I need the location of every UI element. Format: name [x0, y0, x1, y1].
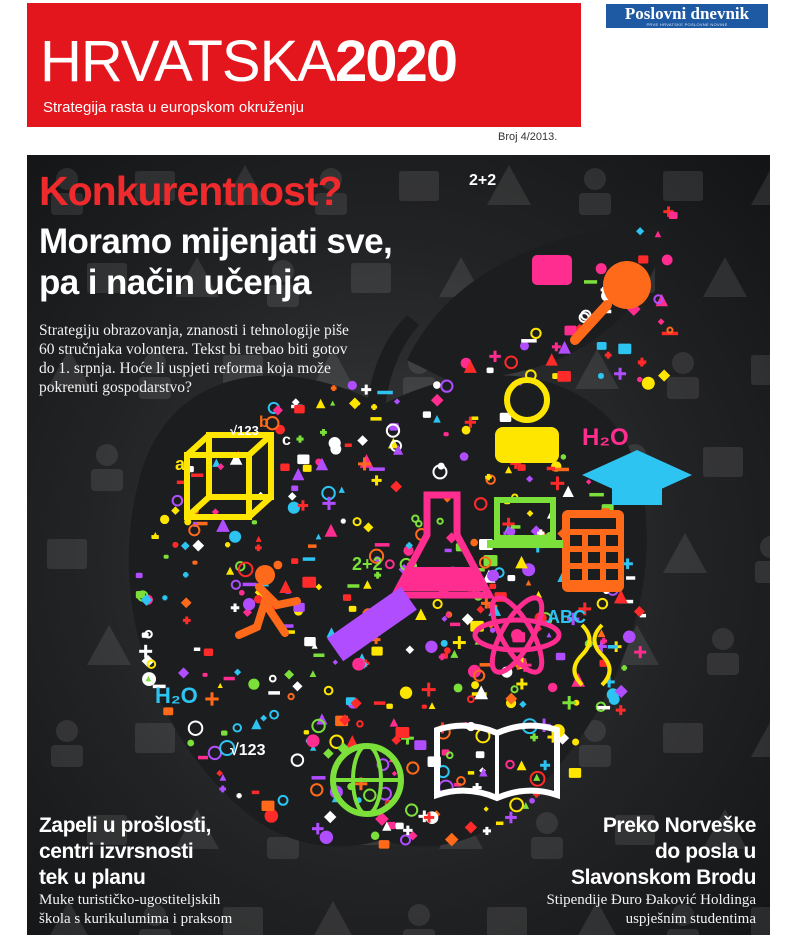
small-school-icon — [370, 417, 381, 421]
small-school-icon — [280, 464, 289, 472]
small-school-icon — [371, 647, 382, 656]
small-school-icon — [273, 561, 282, 570]
small-school-icon — [517, 464, 525, 471]
small-school-icon — [584, 280, 597, 284]
small-school-icon — [596, 263, 607, 274]
root-label: √123 — [230, 742, 266, 759]
letter-label: c — [282, 432, 291, 449]
background-icon — [87, 625, 131, 665]
small-school-icon — [306, 734, 319, 747]
small-school-icon — [191, 473, 203, 477]
small-school-icon — [187, 740, 194, 747]
small-school-icon — [623, 630, 636, 643]
calculator-icon — [562, 510, 624, 592]
small-school-icon — [529, 798, 535, 804]
small-school-icon — [642, 377, 655, 390]
school-bus-icon — [532, 255, 572, 285]
small-school-icon — [441, 640, 448, 647]
small-school-icon — [304, 730, 309, 734]
small-school-icon — [204, 649, 213, 656]
background-icon — [703, 447, 743, 477]
small-school-icon — [330, 444, 341, 455]
small-school-icon — [569, 768, 581, 778]
small-school-icon — [303, 557, 315, 561]
small-school-icon — [589, 493, 604, 497]
small-school-icon — [294, 405, 305, 413]
small-school-icon — [172, 542, 178, 548]
small-school-icon — [151, 535, 158, 539]
small-school-icon — [160, 515, 169, 524]
cover-illustration — [27, 155, 770, 935]
story-right-title: Preko Norveške do posla u Slavonskom Brodu — [571, 814, 756, 889]
small-school-icon — [637, 377, 642, 382]
small-school-icon — [374, 701, 386, 705]
letter-label: b — [259, 414, 269, 431]
small-school-icon — [597, 342, 607, 350]
publisher-name: Poslovni dnevnik — [624, 4, 750, 23]
small-school-icon — [396, 823, 404, 830]
small-school-icon — [598, 373, 604, 379]
small-school-icon — [386, 704, 393, 709]
small-school-icon — [308, 544, 317, 548]
background-icon — [751, 355, 770, 385]
background-icon — [755, 536, 770, 583]
h2o-label: H₂O — [582, 424, 629, 451]
cover-deck: Strategiju obrazovanja, znanosti i tehnologije piše 60 stručnjaka volontera. Tekst bi trebao biti gotov do 1. srpnja. Hoće li uspjeti reforma koja može pokrenuti gospodarstvo? — [39, 322, 349, 396]
background-icon — [47, 539, 87, 569]
small-school-icon — [450, 623, 460, 627]
small-school-icon — [221, 731, 227, 736]
small-school-icon — [460, 452, 469, 461]
background-icon — [311, 901, 355, 935]
h2o-label: H₂O — [155, 683, 198, 708]
background-icon — [487, 907, 527, 935]
small-school-icon — [597, 706, 610, 710]
background-icon — [703, 257, 747, 297]
cover-kicker: Konkurentnost? — [39, 168, 342, 214]
small-school-icon — [454, 683, 463, 692]
small-school-icon — [480, 663, 491, 667]
background-icon — [575, 349, 619, 389]
small-school-icon — [347, 584, 359, 588]
small-school-icon — [472, 416, 479, 420]
background-icon — [51, 720, 83, 767]
letter-label: a — [175, 454, 186, 474]
background-icon — [91, 444, 123, 491]
background-icon — [707, 628, 739, 675]
small-school-icon — [626, 576, 635, 580]
small-school-icon — [371, 832, 379, 840]
small-school-icon — [548, 683, 557, 692]
background-icon — [403, 904, 435, 935]
small-school-icon — [422, 705, 427, 709]
small-school-icon — [136, 573, 143, 578]
story-left-title: Zapeli u prošlosti, centri izvrsnosti tek u planu — [39, 814, 212, 889]
math-label: 2+2 — [352, 554, 383, 574]
small-school-icon — [496, 822, 503, 826]
small-school-icon — [521, 339, 537, 343]
small-school-icon — [487, 368, 494, 374]
small-school-icon — [163, 707, 173, 715]
math-label: 2+2 — [469, 172, 497, 189]
small-school-icon — [291, 558, 298, 564]
small-school-icon — [616, 705, 626, 715]
small-school-icon — [444, 647, 451, 654]
masthead-title — [40, 29, 457, 94]
small-school-icon — [520, 341, 529, 350]
background-icon — [663, 171, 703, 201]
small-school-icon — [425, 641, 437, 653]
small-school-icon — [621, 665, 627, 671]
small-school-icon — [468, 771, 474, 775]
small-school-icon — [662, 255, 673, 266]
small-school-icon — [445, 549, 452, 553]
small-school-icon — [489, 584, 496, 589]
small-school-icon — [203, 673, 208, 677]
small-school-icon — [572, 738, 579, 745]
background-icon — [663, 533, 707, 573]
small-school-icon — [608, 645, 618, 649]
small-school-icon — [609, 694, 620, 705]
small-school-icon — [556, 653, 565, 661]
story-left-deck: Muke turističko-ugostiteljskih škola s kurikulumima i praksom — [39, 892, 233, 927]
small-school-icon — [313, 653, 324, 657]
masthead-title-year: 2020 — [334, 29, 457, 94]
small-school-icon — [349, 606, 357, 612]
small-school-icon — [243, 598, 255, 610]
small-school-icon — [462, 426, 471, 435]
small-school-icon — [396, 727, 410, 738]
small-school-icon — [557, 371, 571, 382]
small-school-icon — [302, 577, 316, 588]
small-school-icon — [423, 411, 431, 418]
small-school-icon — [252, 520, 257, 524]
small-school-icon — [618, 344, 631, 354]
background-icon — [399, 171, 439, 201]
cover-headline: Moramo mijenjati sve, pa i način učenja — [39, 222, 393, 302]
small-school-icon — [379, 840, 390, 849]
root-label: √123 — [230, 423, 259, 438]
small-school-icon — [605, 352, 612, 359]
small-school-icon — [265, 809, 279, 823]
small-school-icon — [268, 691, 280, 695]
background-icon — [663, 723, 703, 753]
small-school-icon — [303, 465, 312, 472]
small-school-icon — [511, 525, 521, 529]
small-school-icon — [312, 776, 326, 780]
small-school-icon — [248, 679, 259, 690]
small-school-icon — [375, 543, 390, 547]
small-school-icon — [320, 831, 333, 844]
small-school-icon — [414, 740, 426, 750]
small-school-icon — [471, 681, 479, 689]
small-school-icon — [352, 658, 365, 671]
story-right-deck: Stipendije Đuro Đaković Holdinga uspješnim studentima — [546, 892, 756, 927]
small-school-icon — [297, 454, 309, 464]
small-school-icon — [198, 756, 208, 760]
small-school-icon — [669, 212, 678, 219]
background-icon — [751, 165, 770, 205]
small-school-icon — [345, 443, 352, 447]
masthead — [27, 3, 581, 127]
small-school-icon — [614, 368, 626, 380]
issue-number: Broj 4/2013. — [498, 131, 558, 143]
small-school-icon — [291, 485, 298, 491]
background-icon — [579, 168, 611, 215]
small-school-icon — [547, 467, 555, 471]
small-school-icon — [192, 561, 197, 565]
masthead-title-word: HRVATSKA — [40, 29, 335, 94]
small-school-icon — [369, 467, 385, 471]
small-school-icon — [262, 801, 275, 811]
small-school-icon — [239, 590, 245, 596]
small-school-icon — [667, 328, 672, 333]
small-school-icon — [638, 255, 648, 263]
small-school-icon — [476, 751, 485, 758]
small-school-icon — [288, 502, 300, 514]
background-icon — [531, 812, 563, 859]
small-school-icon — [194, 647, 200, 651]
small-school-icon — [304, 637, 316, 646]
small-school-icon — [507, 575, 515, 581]
small-school-icon — [164, 555, 169, 559]
small-school-icon — [377, 391, 393, 395]
small-school-icon — [224, 677, 235, 681]
small-school-icon — [487, 570, 499, 582]
publisher-logo — [606, 4, 768, 28]
abc-label: ABC — [547, 607, 586, 627]
masthead-subtitle: Strategija rasta u europskom okruženju — [43, 99, 304, 116]
small-school-icon — [243, 583, 257, 587]
small-school-icon — [400, 687, 412, 699]
small-school-icon — [444, 432, 449, 436]
background-icon — [135, 723, 175, 753]
small-school-icon — [433, 381, 441, 389]
small-school-icon — [252, 791, 259, 795]
publisher-tagline: PRVE HRVATSKE POSLOVNE NOVINE — [646, 22, 728, 27]
background-icon — [751, 717, 770, 757]
small-school-icon — [343, 594, 351, 601]
small-school-icon — [470, 539, 478, 547]
small-school-icon — [561, 454, 567, 460]
background-icon — [667, 352, 699, 399]
small-school-icon — [229, 531, 241, 543]
small-school-icon — [658, 318, 665, 325]
